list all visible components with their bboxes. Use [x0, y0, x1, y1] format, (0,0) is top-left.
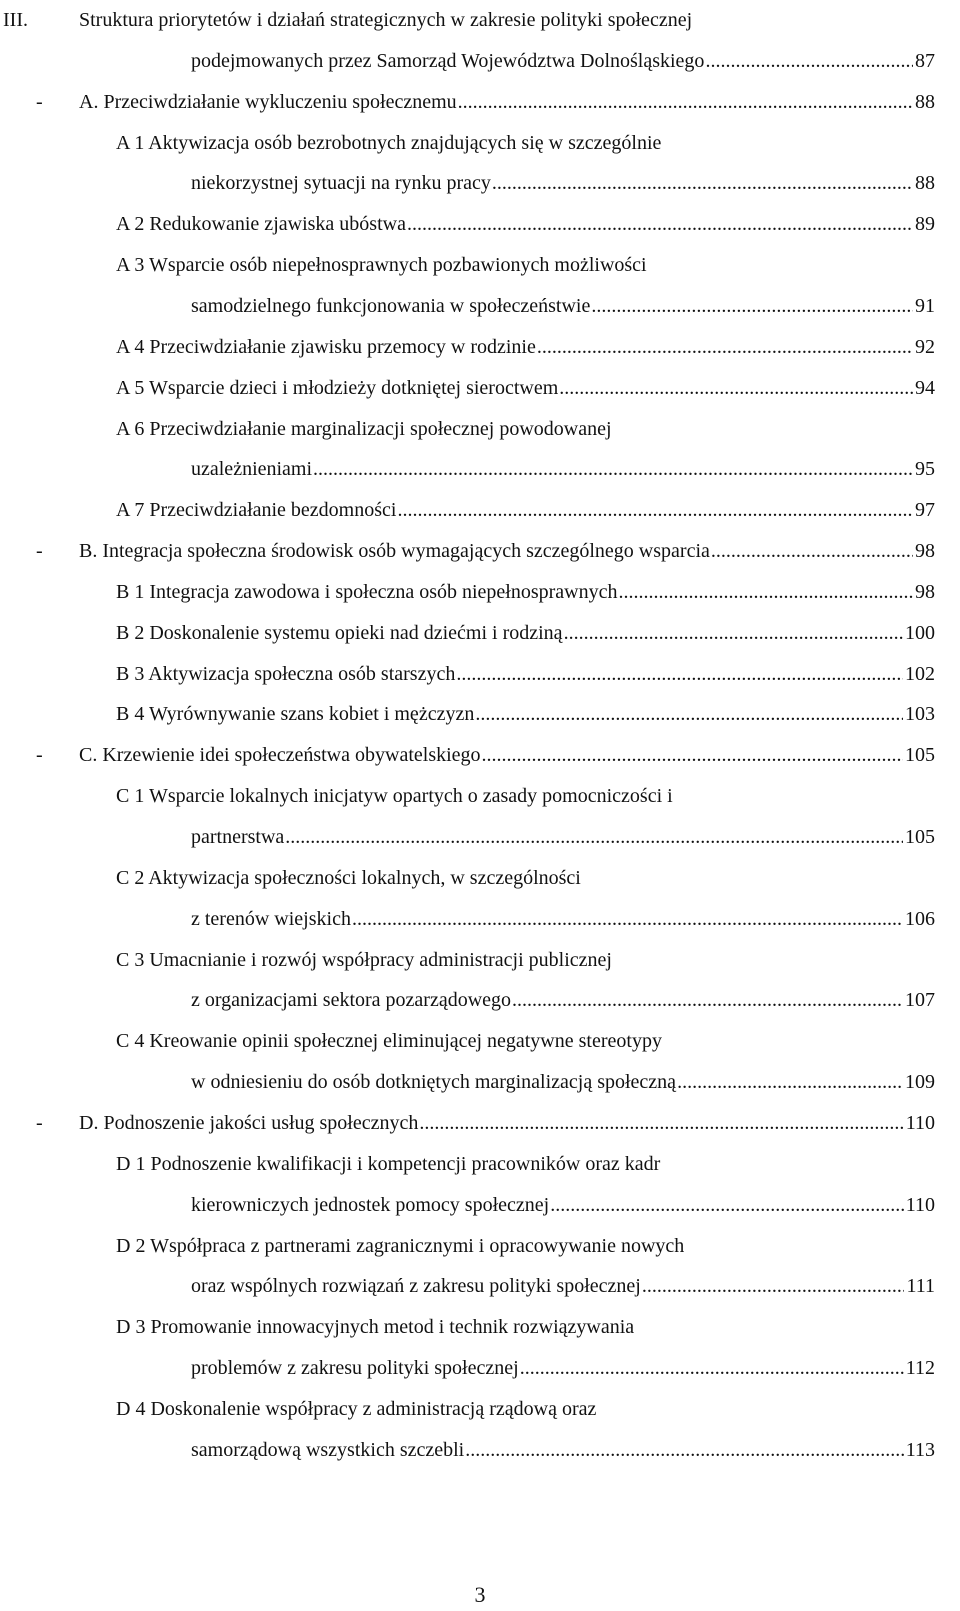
toc-leader-dots — [550, 1185, 904, 1226]
toc-entry[interactable] — [116, 1307, 935, 1348]
toc-entry-title: oraz wspólnych rozwiązań z zakresu polityki społecznej — [191, 1275, 641, 1298]
toc-entry[interactable] — [116, 940, 935, 981]
toc-entry-title: B 2 Doskonalenie systemu opieki nad dziećmi i rodziną — [116, 621, 563, 644]
toc-entry[interactable] — [79, 531, 935, 572]
toc-leader-dots — [559, 368, 913, 409]
toc-page-number: 112 — [905, 1357, 935, 1380]
toc-entry-title: C 4 Kreowanie opinii społecznej eliminującej negatywne stereotypy — [116, 1030, 662, 1053]
toc-entry[interactable] — [191, 817, 935, 858]
toc-leader-dots — [711, 531, 913, 572]
toc-entry[interactable] — [116, 572, 935, 613]
toc-entry-title: C 2 Aktywizacja społeczności lokalnych, w szczególności — [116, 866, 581, 889]
toc-page-number: 107 — [905, 989, 935, 1012]
toc-leader-dots — [537, 327, 913, 368]
toc-entry[interactable] — [191, 1348, 935, 1389]
toc-page-number: 95 — [915, 458, 935, 481]
toc-entry[interactable] — [191, 980, 935, 1021]
toc-entry-title: A 1 Aktywizacja osób bezrobotnych znajdujących się w szczególnie — [116, 131, 662, 154]
toc-page-number: 88 — [915, 90, 935, 113]
toc-leader-dots — [591, 286, 913, 327]
toc-page-number: 113 — [905, 1438, 935, 1461]
toc-leader-dots — [465, 1430, 904, 1471]
toc-entry-title: C 1 Wsparcie lokalnych inicjatyw opartych o zasady pomocniczości i — [116, 785, 673, 808]
toc-leader-dots — [475, 694, 903, 735]
toc-leader-dots — [313, 449, 913, 490]
toc-entry-title: niekorzystnej sytuacji na rynku pracy — [191, 172, 491, 195]
toc-entry[interactable] — [116, 204, 935, 245]
toc-page-number: 92 — [915, 335, 935, 358]
toc-entry-title: B. Integracja społeczna środowisk osób wymagających szczególnego wsparcia — [79, 540, 710, 563]
toc-entry-title: A 2 Redukowanie zjawiska ubóstwa — [116, 213, 406, 236]
toc-marker: - — [36, 744, 43, 767]
toc-entry-title: Struktura priorytetów i działań strategicznych w zakresie polityki społecznej — [79, 9, 693, 31]
toc-entry[interactable] — [116, 368, 935, 409]
toc-leader-dots — [705, 41, 913, 82]
toc-entry[interactable] — [116, 490, 935, 531]
toc-entry-title: partnerstwa — [191, 826, 285, 848]
toc-entry-title: D 4 Doskonalenie współpracy z administracją rządową oraz — [116, 1397, 597, 1420]
toc-page-number: 94 — [915, 376, 935, 399]
toc-page-number: 111 — [906, 1275, 935, 1298]
toc-leader-dots — [458, 82, 913, 123]
toc-entry[interactable] — [116, 1226, 935, 1267]
toc-leader-dots — [407, 204, 913, 245]
toc-leader-dots — [677, 1062, 903, 1103]
toc-entry-title: problemów z zakresu polityki społecznej — [191, 1357, 519, 1380]
toc-leader-dots — [419, 1103, 903, 1144]
toc-leader-dots — [520, 1348, 904, 1389]
toc-page-number: 98 — [915, 580, 935, 603]
toc-entry[interactable] — [79, 1103, 935, 1144]
toc-entry-title: C. Krzewienie idei społeczeństwa obywatelskiego — [79, 744, 481, 767]
toc-entry-title: B 3 Aktywizacja społeczna osób starszych — [116, 662, 456, 685]
toc-entry-title: A 4 Przeciwdziałanie zjawisku przemocy w rodzinie — [116, 335, 536, 358]
toc-entry-title: A 3 Wsparcie osób niepełnosprawnych pozbawionych możliwości — [116, 254, 647, 277]
toc-entry[interactable] — [116, 409, 935, 450]
toc-entry[interactable] — [116, 1389, 935, 1430]
toc-entry[interactable] — [116, 613, 935, 654]
toc-leader-dots — [397, 490, 913, 531]
toc-entry[interactable] — [191, 41, 935, 82]
toc-page-number: 100 — [905, 621, 935, 644]
toc-entry-title: podejmowanych przez Samorząd Województwa Dolnośląskiego — [191, 49, 705, 72]
toc-page-number: 88 — [915, 172, 935, 195]
toc-leader-dots — [564, 613, 903, 654]
toc-page-number: 102 — [905, 662, 935, 685]
toc-page-number: 105 — [905, 744, 935, 767]
toc-entry[interactable] — [116, 123, 935, 164]
toc-entry[interactable] — [191, 899, 935, 940]
toc-entry[interactable] — [191, 1266, 935, 1307]
toc-entry-title: A. Przeciwdziałanie wykluczeniu społecznemu — [79, 90, 457, 113]
toc-marker: III. — [3, 9, 28, 31]
toc-entry[interactable] — [191, 1062, 935, 1103]
toc-page-number: 98 — [915, 540, 935, 563]
toc-entry-title: kierowniczych jednostek pomocy społecznej — [191, 1193, 550, 1216]
toc-page-number: 103 — [905, 703, 935, 726]
toc-entry[interactable] — [116, 1021, 935, 1062]
toc-entry-title: A 6 Przeciwdziałanie marginalizacji społecznej powodowanej — [116, 417, 612, 440]
toc-marker: - — [36, 90, 43, 113]
toc-leader-dots — [352, 899, 903, 940]
toc-entry-title: z terenów wiejskich — [191, 907, 351, 930]
toc-leader-dots — [456, 654, 903, 695]
toc-leader-dots — [512, 980, 903, 1021]
toc-page-number: 110 — [905, 1111, 935, 1134]
toc-entry-title: D 3 Promowanie innowacyjnych metod i technik rozwiązywania — [116, 1316, 635, 1339]
toc-page-number: 109 — [905, 1071, 935, 1094]
toc-entry[interactable] — [116, 654, 935, 695]
toc-entry[interactable] — [116, 245, 935, 286]
toc-entry-title: z organizacjami sektora pozarządowego — [191, 989, 512, 1012]
page-number: 3 — [474, 1582, 486, 1607]
toc-marker: - — [36, 1111, 43, 1134]
toc-leader-dots — [482, 735, 903, 776]
toc-page-number: 110 — [905, 1193, 935, 1216]
toc-entry-title: D 2 Współpraca z partnerami zagranicznymi i opracowywanie nowych — [116, 1234, 685, 1257]
toc-entry[interactable] — [116, 1144, 935, 1185]
toc-leader-dots — [642, 1266, 905, 1307]
toc-entry[interactable] — [79, 735, 935, 776]
toc-leader-dots — [285, 817, 903, 858]
toc-entry[interactable] — [116, 776, 935, 817]
toc-entry-title: D 1 Podnoszenie kwalifikacji i kompetencji pracowników oraz kadr — [116, 1152, 661, 1175]
toc-page-number: 89 — [915, 213, 935, 236]
toc-page-number: 91 — [915, 294, 935, 317]
toc-marker: - — [36, 540, 43, 563]
toc-entry[interactable] — [191, 1185, 935, 1226]
toc-entry[interactable] — [191, 449, 935, 490]
toc-entry-title: C 3 Umacnianie i rozwój współpracy administracji publicznej — [116, 948, 612, 971]
toc-entry-title: A 5 Wsparcie dzieci i młodzieży dotkniętej sieroctwem — [116, 376, 559, 399]
toc-entry[interactable] — [116, 858, 935, 899]
toc-page-number: 87 — [915, 49, 935, 72]
toc-entry[interactable] — [191, 1430, 935, 1471]
toc-entry[interactable] — [79, 82, 935, 123]
toc-entry[interactable] — [116, 327, 935, 368]
toc-entry-title: samodzielnego funkcjonowania w społeczeństwie — [191, 294, 591, 317]
toc-entry[interactable] — [191, 163, 935, 204]
toc-entry-title: samorządową wszystkich szczebli — [191, 1438, 465, 1461]
toc-entry[interactable] — [116, 694, 935, 735]
toc-entry-title: A 7 Przeciwdziałanie bezdomności — [116, 499, 397, 522]
toc-leader-dots — [619, 572, 914, 613]
toc-page-number: 105 — [905, 826, 935, 848]
toc-page-number: 106 — [905, 907, 935, 930]
toc-entry[interactable] — [191, 286, 935, 327]
toc-entry[interactable] — [79, 0, 935, 41]
toc-leader-dots — [492, 163, 913, 204]
toc-entry-title: w odniesieniu do osób dotkniętych marginalizacją społeczną — [191, 1071, 677, 1094]
toc-entry-title: B 1 Integracja zawodowa i społeczna osób niepełnosprawnych — [116, 580, 618, 603]
toc-page-number: 97 — [915, 499, 935, 522]
toc-entry-title: B 4 Wyrównywanie szans kobiet i mężczyzn — [116, 703, 475, 726]
toc-entry-title: uzależnieniami — [191, 458, 313, 481]
toc-entry-title: D. Podnoszenie jakości usług społecznych — [79, 1111, 419, 1134]
